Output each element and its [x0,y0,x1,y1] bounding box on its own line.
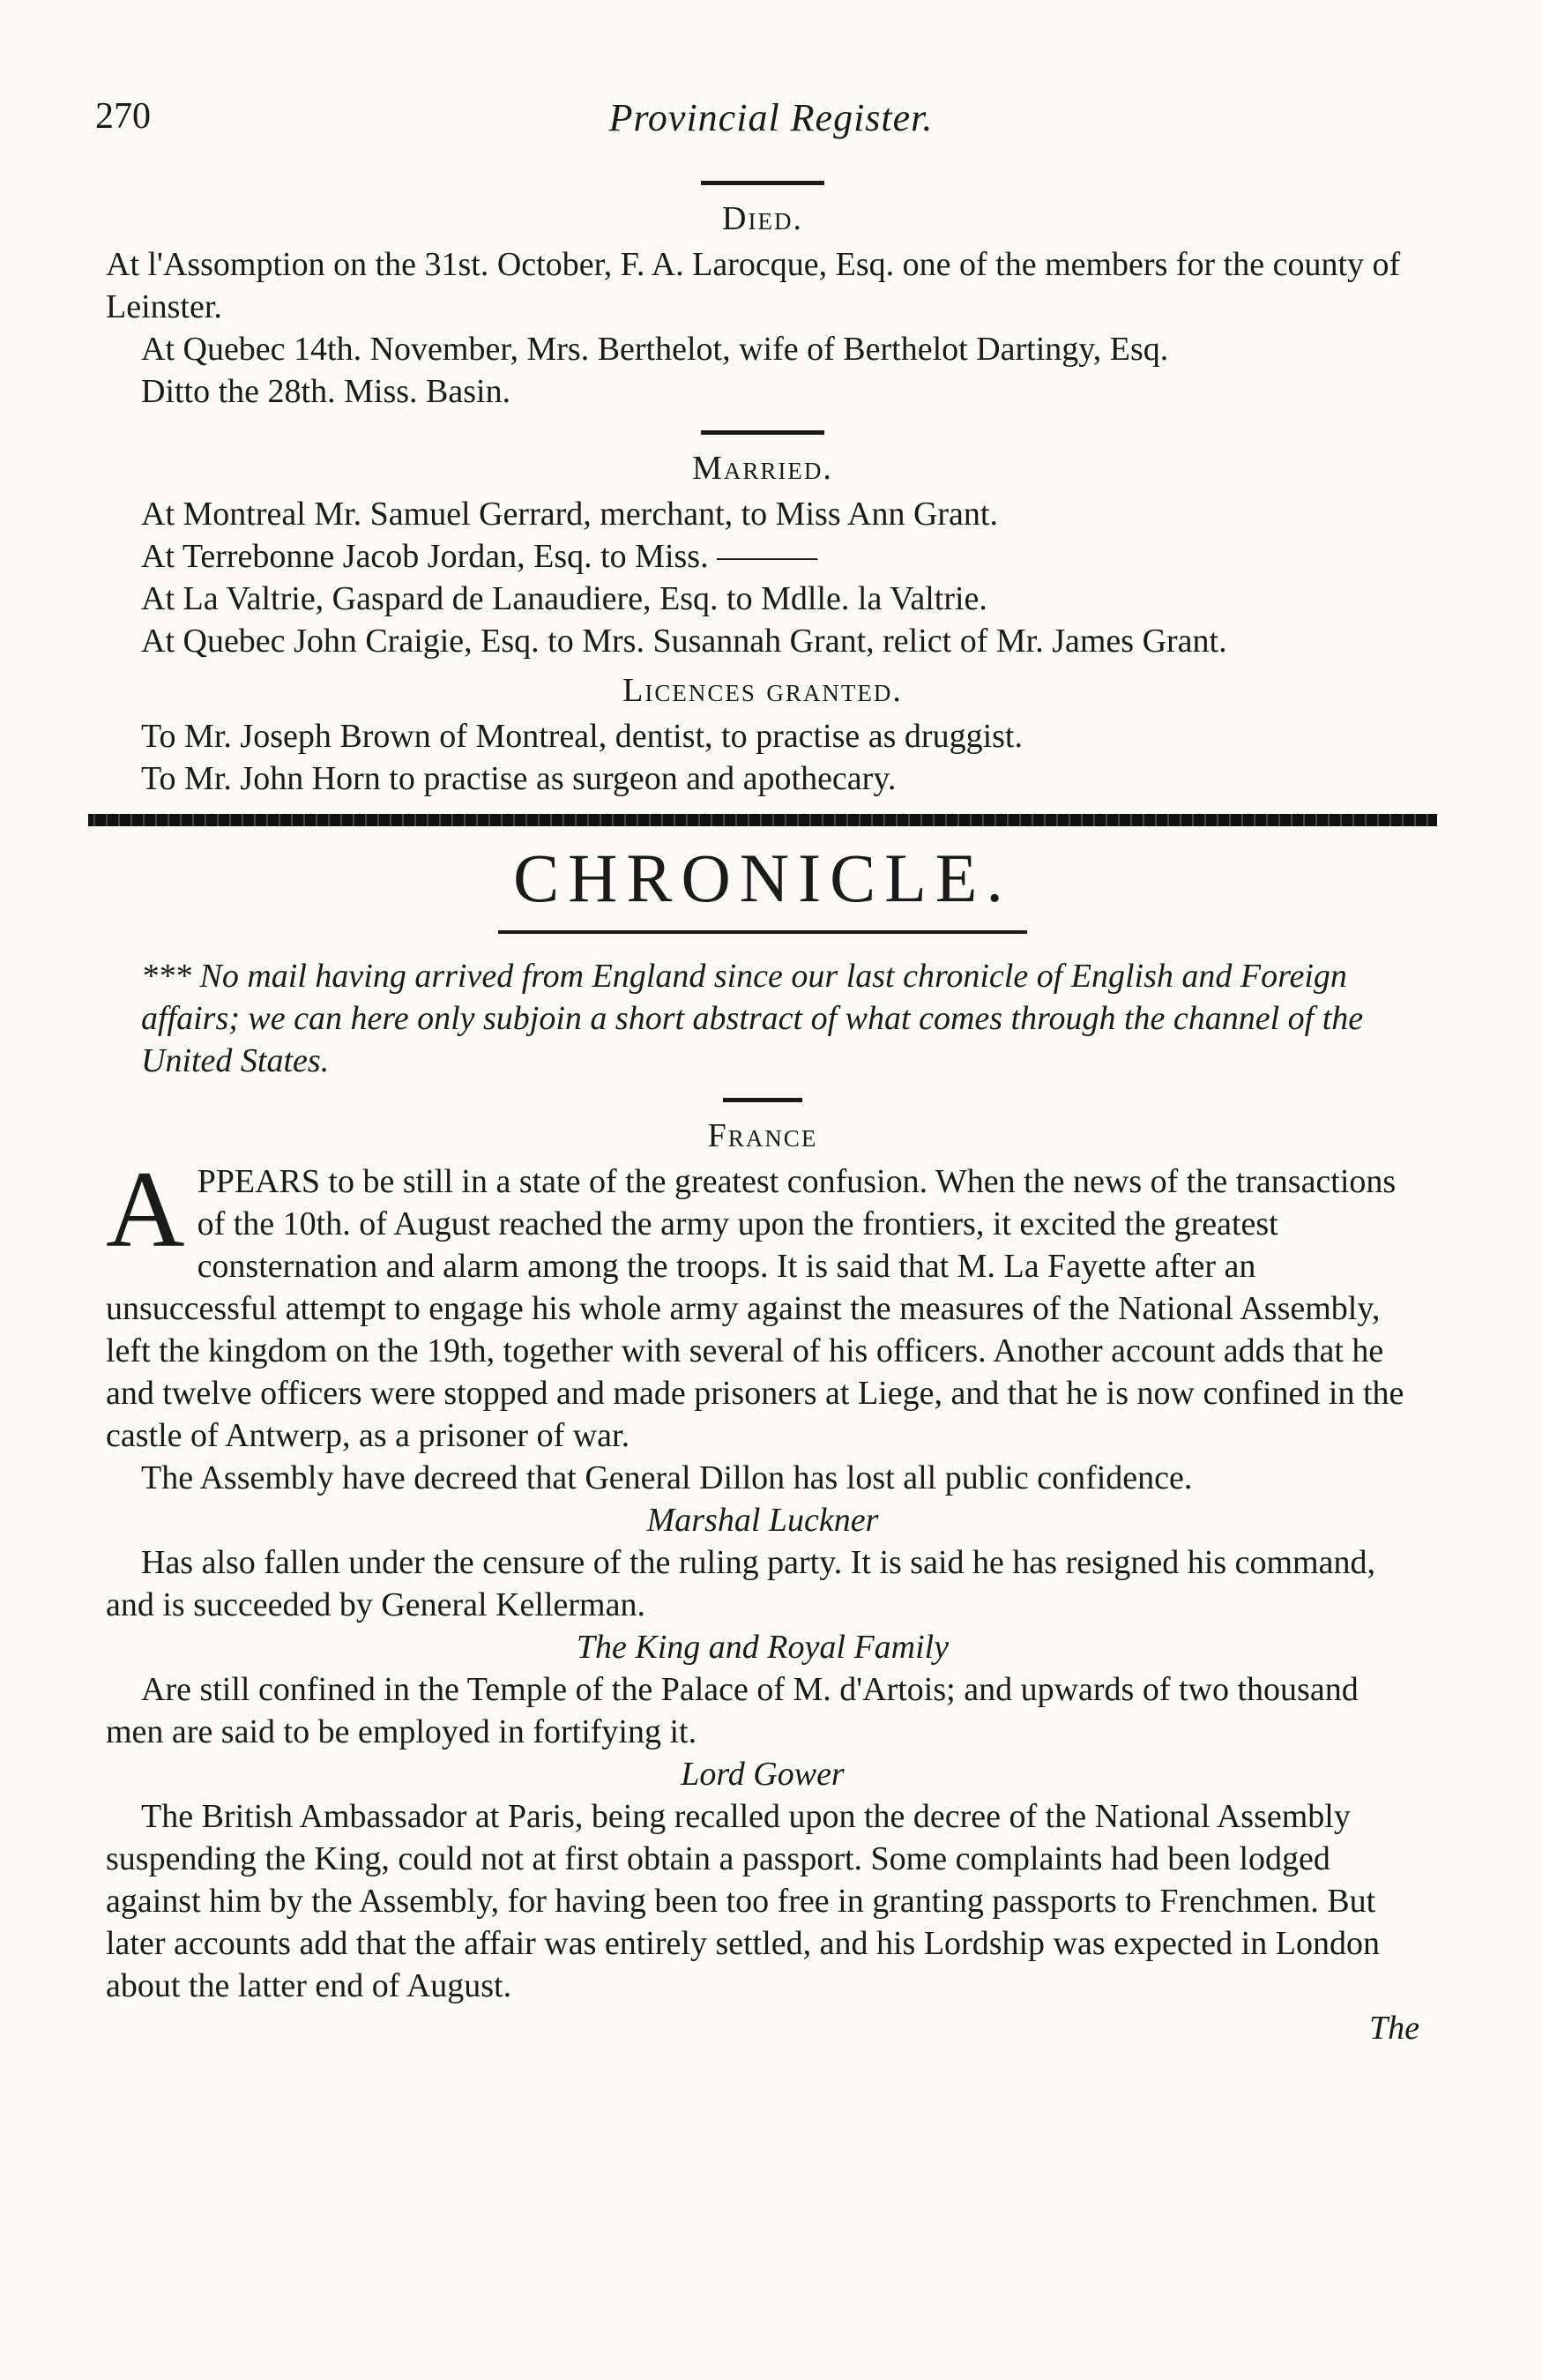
married-entry: At La Valtrie, Gaspard de Lanaudiere, Esq. to Mdlle. la Valtrie. [141,580,987,617]
gower-paragraph: The British Ambassador at Paris, being recalled upon the decree of the National Assembly suspending the King, could not at first obtain a passport. Some complaints had been lodged against him by the Assembly, for having been too free in granting passports to Frenchmen. But later accounts add that the affair was entirely settled, and his Lordship was expected in London about the latter end of August. [106,1798,1380,2004]
subheading-royal-family: The King and Royal Family [576,1629,950,1666]
divider-rule [701,181,824,185]
died-entry: At Quebec 14th. November, Mrs. Berthelot, wife of Berthelot Dartingy, Esq. [141,331,1169,368]
subheading-luckner: Marshal Luckner [646,1502,879,1539]
luckner-paragraph: Has also fallen under the censure of the ruling party. It is said he has resigned his command, and is succeeded by General Kellerman. [106,1544,1375,1623]
heavy-divider [88,814,1437,826]
married-entry: At Quebec John Craigie, Esq. to Mrs. Susannah Grant, relict of Mr. James Grant. [141,623,1227,660]
text-column [106,181,1419,2049]
chronicle-title: CHRONICLE. [513,839,1012,916]
dillon-paragraph: The Assembly have decreed that General Dillon has lost all public confidence. [141,1459,1193,1496]
died-entry: Ditto the 28th. Miss. Basin. [141,373,511,410]
licences-heading: Licences granted. [622,672,903,709]
married-entry: At Montreal Mr. Samuel Gerrard, merchant, to Miss Ann Grant. [141,496,998,533]
licence-entry: To Mr. John Horn to practise as surgeon and apothecary. [141,760,897,797]
running-title: Provincial Register. [608,96,934,139]
page-header [0,95,1542,148]
divider-rule [723,1098,802,1102]
catchword: The [1369,2010,1419,2047]
divider-rule [701,430,824,435]
drop-cap: A [106,1149,185,1270]
divider-rule [498,930,1027,934]
france-paragraph-text: PPEARS to be still in a state of the greatest confusion. When the news of the transactions of the 10th. of August reached the army upon the frontiers, it excited the greatest consternation and alarm among the troops. It is said that M. La Fayette after an unsuccessful attempt to engage his whole army against the measures of the National Assembly, left the kingdom on the 19th, together with several of his officers. Another account adds that he and twelve officers were stopped and made prisoners at Liege, and that he is now confined in the castle of Antwerp, as a prisoner of war. [106,1163,1404,1454]
licence-entry: To Mr. Joseph Brown of Montreal, dentist, to practise as druggist. [141,718,1023,755]
chronicle-notice: *** No mail having arrived from England since our last chronicle of English and Foreign affairs; we can here only subjoin a short abstract of what comes through the channel of the United States. [141,958,1364,1079]
married-heading: Married. [692,450,833,487]
france-paragraph [106,1149,1419,1457]
france-heading: France [707,1117,818,1154]
died-heading: Died. [722,200,803,237]
died-entry: At l'Assomption on the 31st. October, F. A. Larocque, Esq. one of the members for the county of Leinster. [106,246,1401,325]
subheading-lord-gower: Lord Gower [681,1756,845,1793]
married-entry: At Terrebonne Jacob Jordan, Esq. to Miss. ——— [141,538,818,575]
page-number: 270 [95,96,151,137]
royal-family-paragraph: Are still confined in the Temple of the Palace of M. d'Artois; and upwards of two thousand men are said to be employed in fortifying it. [106,1671,1359,1750]
